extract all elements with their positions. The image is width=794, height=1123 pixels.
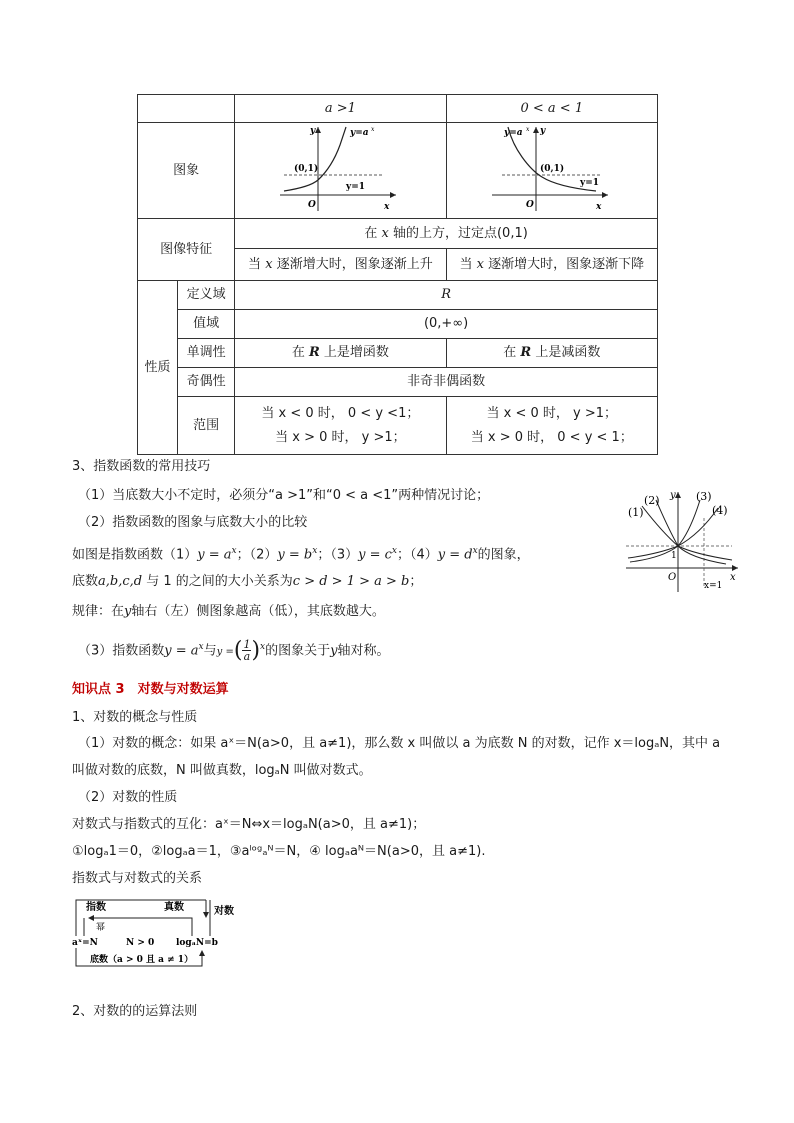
prop-range-value: (0,+∞) xyxy=(235,310,658,339)
row-label-features: 图像特征 xyxy=(138,219,235,281)
k3-title: 知识点 3 对数与对数运算 xyxy=(72,682,229,697)
tip3-paren-open: ( xyxy=(233,637,243,663)
k3-sub2: 2、对数的的运算法则 xyxy=(72,1004,198,1019)
features-common-suffix: 轴的上方，过定点(0,1) xyxy=(392,225,528,241)
tip3-suffix-pre: 的图象关于 xyxy=(265,643,331,659)
fig-label-2: (2) xyxy=(644,494,660,507)
graph-y-label: y xyxy=(539,126,546,136)
fig-vline-label: x=1 xyxy=(704,581,723,591)
graph-curve-label: y=a xyxy=(503,128,523,138)
fig-line-f1: y = a xyxy=(197,547,232,563)
fig-x-arrow xyxy=(732,565,738,571)
section3-title: 3、指数函数的常用技巧 xyxy=(72,459,211,474)
features-left-suffix: 逐渐增大时，图象逐渐上升 xyxy=(276,256,433,272)
graph-x-label: x xyxy=(595,202,602,212)
fig-origin: O xyxy=(668,572,677,583)
features-common-var: x xyxy=(381,225,389,241)
base-line-prefix: 底数 xyxy=(72,574,99,589)
mono-left-suffix: 上是增函数 xyxy=(323,345,389,360)
y-arrow xyxy=(533,127,539,133)
features-right xyxy=(446,249,657,281)
prop-domain-value: R xyxy=(235,281,658,310)
prop-range-right xyxy=(446,397,657,455)
tip3-suffix: 轴对称。 xyxy=(337,643,390,659)
graph-point-label: (0,1) xyxy=(539,164,564,174)
rel-zhenshu: 真数 xyxy=(164,902,184,913)
section3-figure-line xyxy=(72,542,530,564)
tip3-f2: y = xyxy=(216,646,234,658)
prop-monotonic-right xyxy=(446,339,657,368)
rel-zhishu: 指数 xyxy=(86,902,106,913)
relation-diagram xyxy=(70,896,242,972)
features-common-prefix: 在 xyxy=(364,225,378,241)
features-common xyxy=(235,219,658,249)
section3-rule xyxy=(72,603,385,621)
base-line-suffix: ； xyxy=(409,574,423,589)
graph-origin-label: O xyxy=(308,200,317,210)
tip3-prefix: （3）指数函数 xyxy=(78,643,165,659)
graph-increasing xyxy=(280,123,400,213)
table-header-a-gt-1: a >1 xyxy=(235,95,446,123)
base-line-vars: a,b,c,d xyxy=(98,574,143,589)
rule-suffix: 轴右（左）侧图象越高（低），其底数越大。 xyxy=(131,604,385,619)
fig-line-sup2: x xyxy=(312,546,318,556)
rel-mi: 幂 xyxy=(96,923,106,933)
mono-right-var: R xyxy=(520,345,532,360)
k3-concept-line1: （1）对数的概念：如果 aˣ＝N(a>0，且 a≠1)，那么数 x 叫做以 a 为底数 N 的对数，记作 x＝logₐN，其中 a xyxy=(78,736,721,751)
rel-left-expr: aˣ=N xyxy=(72,938,98,948)
prop-parity-label: 奇偶性 xyxy=(178,368,235,397)
fig-line-sep2: ；（2） xyxy=(236,547,278,563)
range-left-line1: 当 x < 0 时， 0 < y <1； xyxy=(261,405,420,421)
features-left-var: x xyxy=(265,256,273,272)
section3-tip1: （1）当底数大小不定时，必须分“a >1”和“0 < a <1”两种情况讨论； xyxy=(78,488,490,503)
features-left-prefix: 当 xyxy=(248,256,262,272)
fig-line-sup3: x xyxy=(391,546,397,556)
range-right-line1: 当 x < 0 时， y >1； xyxy=(486,405,618,421)
row-label-properties: 性质 xyxy=(138,281,178,455)
tip3-f1: y = a xyxy=(164,643,199,659)
graph-hline-label: y=1 xyxy=(346,182,366,192)
graph-origin-label: O xyxy=(525,200,534,210)
features-right-prefix: 当 xyxy=(459,256,473,272)
exponential-properties-table xyxy=(137,94,658,455)
row-label-graph: 图象 xyxy=(138,123,235,219)
mono-right-suffix: 上是减函数 xyxy=(535,345,601,360)
table-header-blank xyxy=(138,95,235,123)
range-right-line2: 当 x > 0 时， 0 < y < 1； xyxy=(470,429,633,445)
fig-label-1: (1) xyxy=(628,506,644,519)
base-line-mid: 与 1 的之间的大小关系为 xyxy=(146,574,293,589)
fig-x-label: x xyxy=(730,572,736,583)
mono-left-var: R xyxy=(308,345,320,360)
base-comparison-figure xyxy=(622,488,742,593)
fig-line-suffix: 的图象， xyxy=(477,547,530,563)
fig-line-sep3: ；（3） xyxy=(317,547,359,563)
mono-right-prefix: 在 xyxy=(503,345,517,360)
graph-cell-decreasing xyxy=(446,123,657,219)
tip3-frac-den: a xyxy=(243,650,251,664)
graph-y-label: y xyxy=(310,126,316,136)
rule-prefix: 规律：在 xyxy=(72,604,125,619)
rule-var: y xyxy=(124,604,132,619)
k3-sub1: 1、对数的概念与性质 xyxy=(72,710,198,725)
graph-curve-sup: x xyxy=(525,126,530,133)
graph-cell-increasing xyxy=(235,123,446,219)
graph-curve-sup: x xyxy=(371,126,375,133)
k3-concept-line2: 叫做对数的底数，N 叫做真数，logₐN 叫做对数式。 xyxy=(72,763,372,778)
section3-tip3 xyxy=(78,632,390,667)
rel-right-expr: logₐN=b xyxy=(176,938,218,948)
features-right-var: x xyxy=(476,256,484,272)
fig-line-f4: y = d xyxy=(437,547,473,563)
section3-tip2: （2）指数函数的图象与底数大小的比较 xyxy=(78,515,308,530)
graph-decreasing xyxy=(492,123,612,213)
features-right-suffix: 逐渐增大时，图象逐渐下降 xyxy=(488,256,645,272)
prop-range-left xyxy=(235,397,446,455)
rel-duishu: 对数 xyxy=(214,906,234,917)
features-left xyxy=(235,249,446,281)
x-arrow xyxy=(390,192,396,198)
k3-prop-title: （2）对数的性质 xyxy=(78,790,178,805)
range-left-line2: 当 x > 0 时， y >1； xyxy=(275,429,406,445)
tip3-sup: x xyxy=(198,642,204,652)
prop-monotonic-left xyxy=(235,339,446,368)
mono-left-prefix: 在 xyxy=(291,345,305,360)
section3-base-line xyxy=(72,573,422,591)
k3-properties: ①logₐ1＝0，②logₐa＝1，③aˡᵒᵍₐᴺ＝N，④ logₐaᴺ＝N(a>0，且 a≠1). xyxy=(72,844,486,859)
table-header-a-between: 0 < a < 1 xyxy=(446,95,657,123)
tip3-frac-num: 1 xyxy=(243,638,251,652)
prop-range-x-label: 范围 xyxy=(178,397,235,455)
base-line-relation: c > d > 1 > a > b xyxy=(292,574,410,589)
rel-bottom-arrow xyxy=(199,950,205,956)
fig-line-sup1: x xyxy=(231,546,237,556)
k3-relation-title: 指数式与对数式的关系 xyxy=(72,871,203,886)
fig-line-f2: y = b xyxy=(277,547,313,563)
fig-y-arrow xyxy=(675,492,681,498)
tip3-mid: 与 xyxy=(203,643,217,659)
rel-mid-expr: N > 0 xyxy=(126,938,155,948)
tip3-paren-close: ) xyxy=(251,637,261,663)
prop-range-label: 值域 xyxy=(178,310,235,339)
graph-curve-label: y=a xyxy=(350,128,369,138)
graph-hline-label: y=1 xyxy=(579,178,599,188)
rel-mi-arrow xyxy=(88,915,94,921)
fig-label-3: (3) xyxy=(696,490,712,503)
graph-point-label: (0,1) xyxy=(294,164,319,174)
rel-mi-line xyxy=(90,918,192,936)
fig-line-f3: y = c xyxy=(358,547,392,563)
fig-line-sup4: x xyxy=(472,546,478,556)
y-arrow xyxy=(315,127,321,133)
x-arrow xyxy=(602,192,608,198)
fig-y-label: y xyxy=(670,490,676,501)
k3-conversion: 对数式与指数式的互化：aˣ＝N⇔x＝logₐN(a>0，且 a≠1)； xyxy=(72,817,426,832)
prop-monotonic-label: 单调性 xyxy=(178,339,235,368)
tip3-var: y xyxy=(330,643,338,659)
curve-increasing xyxy=(284,127,346,191)
fig-one: 1 xyxy=(671,551,677,561)
graph-x-label: x xyxy=(384,202,390,212)
rel-bottom: 底数（a > 0 且 a ≠ 1） xyxy=(90,955,194,965)
fig-line-prefix: 如图是指数函数（1） xyxy=(72,547,198,563)
fig-line-sep4: ；（4） xyxy=(396,547,438,563)
tip3-sup2: x xyxy=(260,642,266,652)
prop-parity-value: 非奇非偶函数 xyxy=(235,368,658,397)
prop-domain-label: 定义域 xyxy=(178,281,235,310)
fig-label-4: (4) xyxy=(712,504,728,517)
rel-top-arrow xyxy=(203,912,209,918)
